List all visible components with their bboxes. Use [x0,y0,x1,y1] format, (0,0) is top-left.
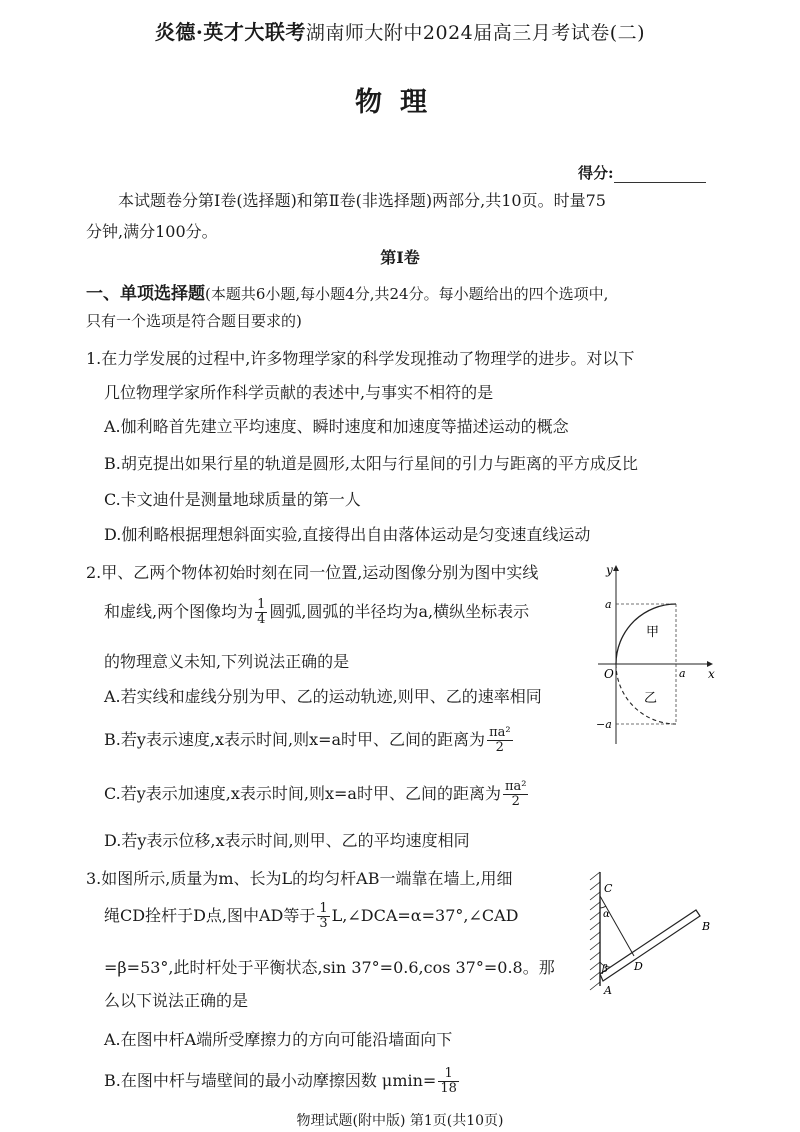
frac-denominator: 3 [319,916,328,931]
q2-stem-3: 的物理意义未知,下列说法正确的是 [104,652,350,671]
q3-stem-1: 3.如图所示,质量为m、长为L的均匀杆AB一端靠在墙上,用细 [86,869,513,888]
curve-label-jia: 甲 [646,625,660,640]
angle-alpha-arc [600,906,606,908]
q3-option-b [104,1067,461,1096]
x-axis-label: x [708,667,715,681]
q2-option-b [104,726,515,755]
distance-fraction [503,780,529,809]
q2-option-c [104,780,530,809]
frac-denominator: 18 [440,1081,457,1096]
third-fraction [317,902,329,931]
frac-denominator: 2 [495,740,504,755]
section-note-1: (本题共6小题,每小题4分,共24分。每小题给出的四个选项中, [205,285,609,303]
q3-stem-2 [104,902,519,931]
q3-figure [584,866,720,1016]
q1-option-b: B.胡克提出如果行星的轨道是圆形,太阳与行星间的引力与距离的平方成反比 [104,454,638,473]
point-d-label: D [634,960,643,973]
point-c-label: C [604,882,613,895]
frac-numerator: 1 [438,1067,459,1082]
frac-numerator: πa² [489,725,511,740]
origin-label: O [604,667,614,681]
q2-stem-2 [104,598,529,627]
subject-title: 物理 [355,87,445,118]
q1-option-d: D.伽利略根据理想斜面实验,直接得出自由落体运动是匀变速直线运动 [104,525,591,544]
frac-numerator: 1 [257,597,266,612]
volume-title: 第Ⅰ卷 [380,248,420,267]
q2-option-a: A.若实线和虚线分别为甲、乙的运动轨迹,则甲、乙的速率相同 [104,687,542,706]
q1-option-c: C.卡文迪什是测量地球质量的第一人 [104,490,361,509]
point-b-label: B [702,920,711,933]
section-note-2: 只有一个选项是符合题目要求的) [86,312,302,330]
quarter-fraction [255,598,267,627]
tick-neg-a: −a [596,718,612,731]
brand-title: 炎德·英才大联考 [154,20,306,44]
frac-denominator: 2 [511,794,520,809]
frac-numerator: 1 [319,901,328,916]
section-heading [86,279,608,304]
curve-label-yi: 乙 [644,691,658,706]
intro-line-2: 分钟,满分100分。 [86,222,218,241]
string-cd [600,896,634,956]
rod-ab [600,910,700,981]
score-label: 得分: [578,164,614,182]
wall-hatching [590,872,600,990]
beta-label: β [602,964,608,975]
q3-stem-3: =β=53°,此时杆处于平衡状态,sin 37°=0.6,cos 37°=0.8。那 [104,958,555,977]
q1-stem-1: 1.在力学发展的过程中,许多物理学家的科学发现推动了物理学的进步。对以下 [86,349,635,368]
q3-option-b-text: B.在图中杆与墙壁间的最小动摩擦因数 μmin= [104,1071,437,1090]
q2-stem-1: 2.甲、乙两个物体初始时刻在同一位置,运动图像分别为图中实线 [86,563,539,582]
mu-fraction [438,1067,459,1096]
q3-option-a: A.在图中杆A端所受摩擦力的方向可能沿墙面向下 [104,1030,453,1049]
q3-stem-2-pre: 绳CD拴杆于D点,图中AD等于 [104,906,316,925]
alpha-label: α [603,909,610,920]
q1-option-a: A.伽利略首先建立平均速度、瞬时速度和加速度等描述运动的概念 [104,417,569,436]
tick-a-top: a [605,598,612,611]
q2-option-d: D.若y表示位移,x表示时间,则甲、乙的平均速度相同 [104,831,470,850]
frac-numerator: πa² [504,779,527,794]
section-title: 一、单项选择题 [86,284,205,304]
page-footer: 物理试题(附中版) 第1页(共10页) [296,1113,504,1129]
q2-stem-2-post: 圆弧,圆弧的半径均为a,横纵坐标表示 [269,602,530,621]
school-exam-title: 湖南师大附中2024届高三月考试卷(二) [305,22,646,44]
point-a-label: A [604,984,612,997]
q3-stem-2-post: L,∠DCA=α=37°,∠CAD [331,906,519,925]
q3-stem-4: 么以下说法正确的是 [104,991,249,1010]
tick-a-right: a [679,667,686,680]
q2-graph [592,560,722,750]
distance-fraction [487,726,513,755]
q2-stem-2-pre: 和虚线,两个图像均为 [104,602,254,621]
score-blank [614,168,706,183]
q1-stem-2: 几位物理学家所作科学贡献的表述中,与事实不相符的是 [104,383,494,402]
score-field [578,162,706,183]
frac-denominator: 4 [257,612,266,627]
intro-line-1: 本试题卷分第Ⅰ卷(选择题)和第Ⅱ卷(非选择题)两部分,共10页。时量75 [118,191,606,210]
y-axis-label: y [606,563,613,577]
exam-header [0,16,800,45]
q2-option-b-text: B.若y表示速度,x表示时间,则x=a时甲、乙间的距离为 [104,730,486,749]
q2-option-c-text: C.若y表示加速度,x表示时间,则x=a时甲、乙间的距离为 [104,784,501,803]
